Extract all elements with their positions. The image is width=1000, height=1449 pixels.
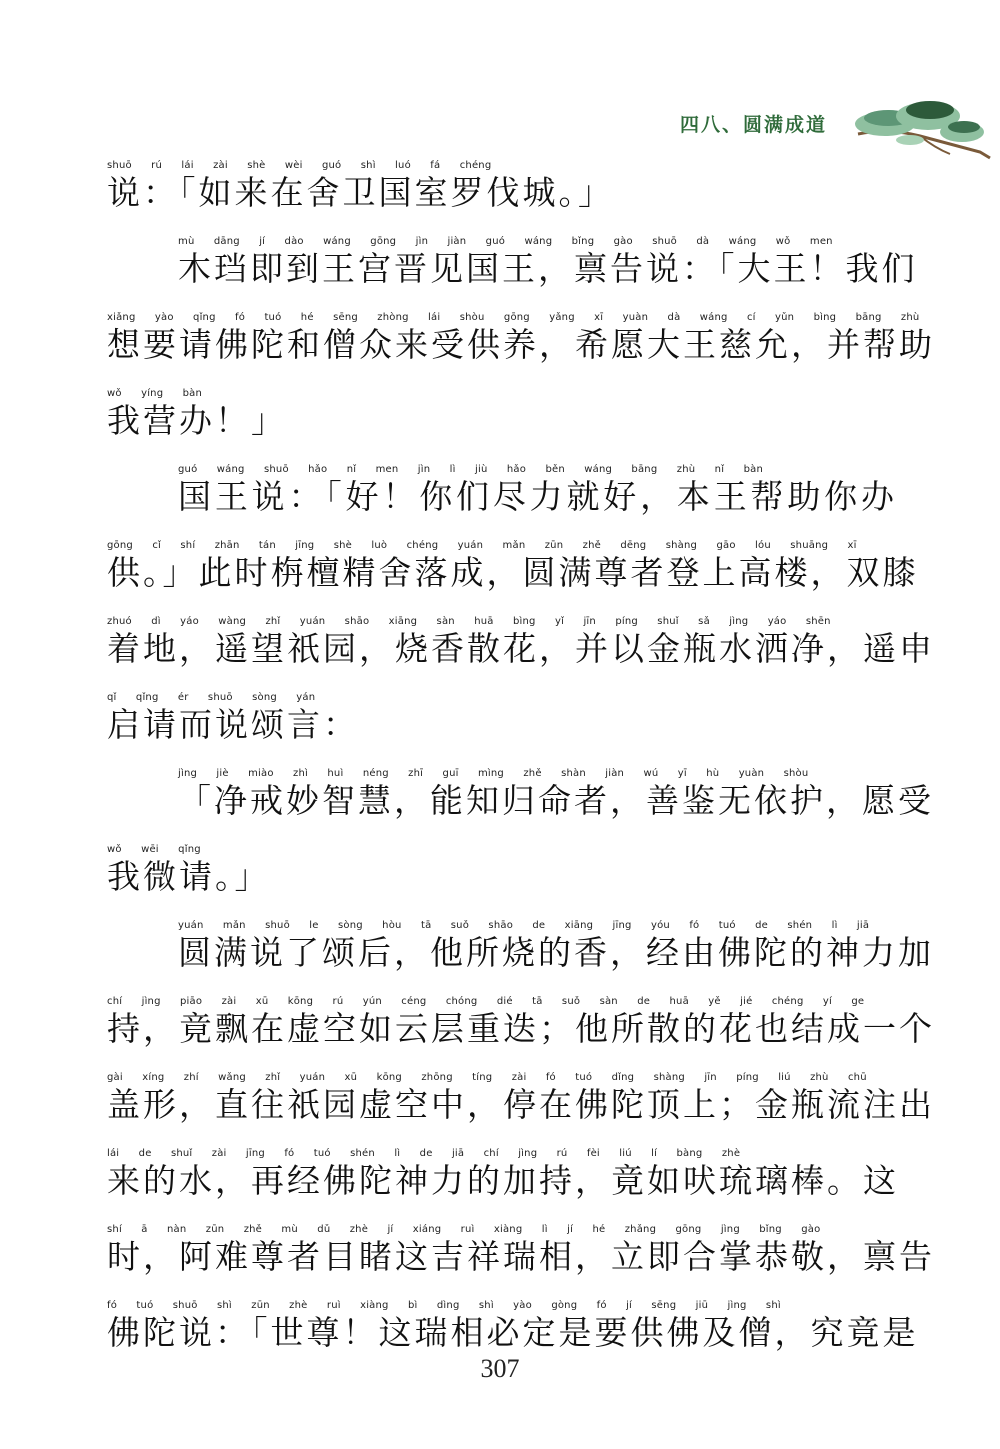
- pinyin-annotation: jìng jiè miào zhì huì néng zhī guī mìng zhě shàn jiàn wú yī hù yuàn shòu: [178, 768, 809, 779]
- text-line: [178, 768, 934, 828]
- pinyin-annotation: mù dāng jí dào wáng gōng jìn jiàn guó wáng bǐng gào shuō dà wáng wǒ men: [178, 236, 833, 247]
- pinyin-annotation: wǒ wēi qǐng: [107, 844, 201, 855]
- chinese-text: 「净戒妙智慧，能知归命者，善鉴无依护，愿受: [178, 781, 934, 820]
- text-line: [107, 1072, 935, 1132]
- text-line: [107, 312, 935, 372]
- text-line: [107, 1224, 935, 1284]
- pinyin-annotation: shí ā nàn zūn zhě mù dǔ zhè jí xiáng ruì xiàng lì jí hé zhǎng gōng jìng bǐng gào: [107, 1224, 821, 1235]
- chinese-text: 说：「如来在舍卫国室罗伐城。」: [107, 173, 614, 212]
- text-line: [107, 996, 935, 1056]
- chinese-text: 想要请佛陀和僧众来受供养，希愿大王慈允，并帮助: [107, 325, 935, 364]
- chinese-text: 圆满说了颂后，他所烧的香，经由佛陀的神力加: [178, 933, 934, 972]
- pinyin-annotation: wǒ yíng bàn: [107, 388, 203, 399]
- pinyin-annotation: guó wáng shuō hǎo nǐ men jìn lì jiù hǎo běn wáng bāng zhù nǐ bàn: [178, 464, 763, 475]
- pinyin-annotation: yuán mǎn shuō le sòng hòu tā suǒ shāo de xiāng jīng yóu fó tuó de shén lì jiā: [178, 920, 870, 931]
- chinese-text: 我营办！」: [107, 401, 287, 440]
- chapter-title: 四八、圆满成道: [680, 114, 828, 136]
- chinese-text: 来的水，再经佛陀神力的加持，竟如吠琉璃棒。这: [107, 1161, 899, 1200]
- pinyin-annotation: shuō rú lái zài shè wèi guó shì luó fá chéng: [107, 160, 492, 171]
- pine-branch-icon: [850, 96, 995, 166]
- text-line: [107, 160, 897, 220]
- chinese-text: 佛陀说：「世尊！这瑞相必定是要供佛及僧，究竟是: [107, 1313, 919, 1352]
- pinyin-annotation: gōng cǐ shí zhān tán jīng shè luò chéng yuán mǎn zūn zhě dēng shàng gāo lóu shuāng xī: [107, 540, 857, 551]
- page-number: 307: [480, 1354, 520, 1383]
- text-line: [178, 236, 918, 296]
- chinese-text: 持，竟飘在虚空如云层重迭；他所散的花也结成一个: [107, 1009, 935, 1048]
- text-line: [107, 388, 897, 448]
- pinyin-annotation: fó tuó shuō shì zūn zhè ruì xiàng bì dìng shì yào gòng fó jí sēng jiū jìng shì: [107, 1300, 781, 1311]
- chinese-text: 木珰即到王宫晋见国王，禀告说：「大王！我们: [178, 249, 918, 288]
- pinyin-annotation: gài xíng zhí wǎng zhǐ yuán xū kōng zhōng tíng zài fó tuó dǐng shàng jīn píng liú zhù chū: [107, 1072, 867, 1083]
- text-line: [178, 920, 934, 980]
- pinyin-annotation: chí jìng piāo zài xū kōng rú yún céng chóng dié tā suǒ sàn de huā yě jié chéng yí ge: [107, 996, 865, 1007]
- text-line: [107, 844, 897, 904]
- text-line: [107, 1148, 897, 1208]
- chinese-text: 时，阿难尊者目睹这吉祥瑞相，立即合掌恭敬，禀告: [107, 1237, 935, 1276]
- pinyin-annotation: qǐ qǐng ér shuō sòng yán: [107, 692, 316, 703]
- text-line: [107, 540, 919, 600]
- chinese-text: 国王说：「好！你们尽力就好，本王帮助你办: [178, 477, 897, 516]
- chinese-text: 我微请。」: [107, 857, 271, 896]
- text-line: [107, 1300, 919, 1360]
- text-line: [107, 692, 897, 752]
- chinese-text: 供。」此时栴檀精舍落成，圆满尊者登上高楼，双膝: [107, 553, 919, 592]
- chinese-text: 盖形，直往祇园虚空中，停在佛陀顶上；金瓶流注出: [107, 1085, 935, 1124]
- chinese-text: 着地，遥望祇园，烧香散花，并以金瓶水洒净，遥申: [107, 629, 935, 668]
- pinyin-annotation: lái de shuǐ zài jīng fó tuó shén lì de jiā chí jìng rú fèi liú lí bàng zhè: [107, 1148, 741, 1159]
- chinese-text: 启请而说颂言：: [107, 705, 359, 744]
- text-line: [107, 616, 935, 676]
- pinyin-annotation: zhuó dì yáo wàng zhǐ yuán shāo xiāng sàn huā bìng yǐ jīn píng shuǐ sǎ jìng yáo shēn: [107, 616, 831, 627]
- text-line: [178, 464, 897, 524]
- pinyin-annotation: xiǎng yào qǐng fó tuó hé sēng zhòng lái shòu gōng yǎng xī yuàn dà wáng cí yǔn bìng bāng zhù: [107, 312, 920, 323]
